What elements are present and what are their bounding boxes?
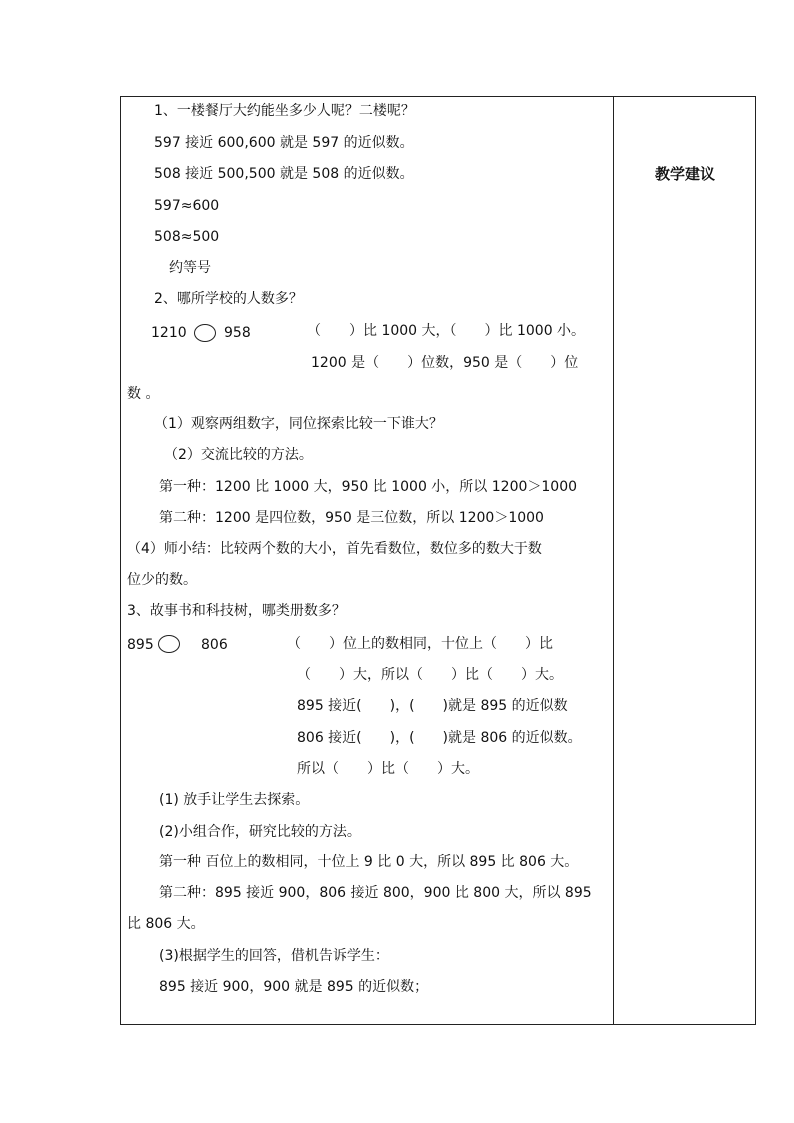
q2-summary-b: 位少的数。 [127,572,197,588]
q3-step-3: (3)根据学生的回答，借机告诉学生： [159,948,389,964]
q2-method-1: 第一种：1200 比 1000 大，950 比 1000 小，所以 1200＞1000 [159,479,578,495]
q2-fill-3: 数 。 [127,386,160,402]
q3-fill-2: （ ）大，所以（ ）比（ ）大。 [297,667,563,683]
q3-fill-4: 806 接近( )，( )就是 806 的近似数。 [297,730,582,746]
q2-number-b: 958 [224,325,251,341]
q1-title: 1、一楼餐厅大约能坐多少人呢？二楼呢？ [154,103,415,119]
q3-method-1: 第一种 百位上的数相同，十位上 9 比 0 大，所以 895 比 806 大。 [159,854,579,870]
q3-step-4: 895 接近 900，900 就是 895 的近似数； [159,979,429,995]
teaching-suggestion-heading: 教学建议 [654,165,715,183]
q3-number-b: 806 [201,637,228,653]
q1-line-e: 约等号 [169,260,211,276]
column-divider [613,97,614,1024]
compare-circle [158,635,180,653]
q3-number-a: 895 [127,637,154,653]
q1-line-c: 597≈600 [154,198,220,214]
q1-line-d: 508≈500 [154,229,220,245]
q3-title: 3、故事书和科技树，哪类册数多？ [127,603,346,619]
q3-method-2b: 比 806 大。 [127,916,205,932]
q2-summary-a: （4）师小结：比较两个数的大小，首先看数位，数位多的数大于数 [127,541,542,557]
q3-fill-1: （ ）位上的数相同，十位上（ ）比 [287,636,553,652]
q2-step-1: （1）观察两组数字，同位探索比较一下谁大？ [154,416,443,432]
q2-title: 2、哪所学校的人数多？ [154,291,303,307]
q3-fill-5: 所以（ ）比（ ）大。 [297,761,479,777]
q3-fill-3: 895 接近( )，( )就是 895 的近似数 [297,698,568,714]
q3-method-2a: 第二种：895 接近 900，806 接近 800，900 比 800 大，所以 895 [159,885,592,901]
q2-method-2: 第二种：1200 是四位数，950 是三位数，所以 1200＞1000 [159,510,544,526]
q3-step-2: (2)小组合作，研究比较的方法。 [159,824,361,840]
q2-fill-1: （ ）比 1000 大，（ ）比 1000 小。 [307,323,586,339]
q2-step-2: （2）交流比较的方法。 [164,447,313,463]
compare-circle [194,324,216,342]
q2-number-a: 1210 [151,325,187,341]
q2-fill-2: 1200 是（ ）位数，950 是（ ）位 [311,355,579,371]
q1-line-a: 597 接近 600,600 就是 597 的近似数。 [154,135,414,151]
q1-line-b: 508 接近 500,500 就是 508 的近似数。 [154,166,414,182]
q3-step-1: (1) 放手让学生去探索。 [159,792,310,808]
lesson-table [120,96,756,1025]
